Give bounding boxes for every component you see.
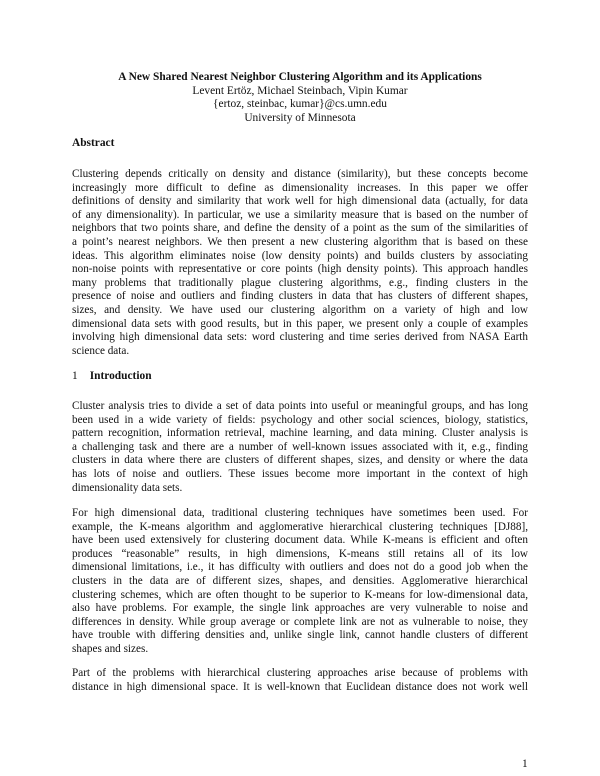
paper-header <box>72 71 528 125</box>
text-line: ideas. This algorithm eliminates noise (low density points) and builds clusters by associating <box>72 249 528 262</box>
text-line: dimensionality data sets. <box>72 481 183 494</box>
text-line: clusters in data where there are clusters of different shapes, sizes, and density or where the data <box>72 454 528 467</box>
text-line: many problems that traditionally plague clustering algorithms, e.g., finding clusters in the <box>72 276 528 289</box>
text-line: neighbors that two points share, and define the density of a point as the sum of the similarities of <box>72 222 528 235</box>
intro-paragraph-1 <box>72 400 528 495</box>
text-line: presence of noise and outliers and finding clusters in data that has clusters of different shapes, <box>72 290 528 303</box>
text-line: been used in a wide variety of fields: psychology and other social sciences, biology, statistics, <box>72 413 528 426</box>
text-line: a challenging task and there are a number of well-known issues associated with it, e.g., finding <box>72 440 528 453</box>
section-number: 1 <box>72 370 78 382</box>
text-line: sizes, and density. We have used our clustering algorithm on a variety of high and low <box>72 303 528 316</box>
text-line: Part of the problems with hierarchical clustering approaches arise because of problems with <box>72 667 528 679</box>
affiliation: University of Minnesota <box>244 111 356 124</box>
abstract-heading: Abstract <box>72 137 115 149</box>
text-line: differences in density. While group average or complete link are not as vulnerable to noise, they <box>72 615 528 628</box>
text-line: Clustering depends critically on density and distance (similarity), but these concepts become <box>72 168 528 180</box>
text-line: involving high dimensional data sets: word clustering and time series derived from NASA Earth <box>72 331 528 344</box>
intro-paragraph-2 <box>72 507 528 657</box>
text-line: definitions of density and similarity that work well for high dimensional data (actually, for data <box>72 195 528 208</box>
text-line: shapes and sizes. <box>72 642 149 655</box>
text-line: dimensional limitations, i.e., it has difficulty with outliers and does not do a good job when the <box>72 561 528 574</box>
author-list: Levent Ertöz, Michael Steinbach, Vipin Kumar <box>192 84 408 97</box>
text-line: also have problems. For example, the single link approaches are very vulnerable to noise and <box>72 602 528 615</box>
page-number: 1 <box>522 758 528 770</box>
section-title: Introduction <box>89 370 152 382</box>
text-line: distance in high dimensional space. It is well-known that Euclidean distance does not work well <box>72 680 528 693</box>
section-heading-introduction <box>72 370 152 382</box>
text-line: of any dimensionality). In particular, we use a similarity measure that is based on the number of <box>72 208 528 221</box>
intro-paragraph-3 <box>72 667 528 694</box>
text-line: dimensional data sets with good results, but in this paper, we present only a couple of examples <box>72 317 528 330</box>
text-line: pattern recognition, information retrieval, machine learning, and data mining. Cluster analysis is <box>72 427 528 440</box>
text-line: has lots of noise and outliers. These issues become more important in the context of high <box>72 467 528 480</box>
text-line: For high dimensional data, traditional clustering techniques have sometimes been used. For <box>72 507 528 519</box>
paper-title: A New Shared Nearest Neighbor Clustering Algorithm and its Applications <box>118 71 482 83</box>
text-line: example, the K-means algorithm and agglomerative hierarchical clustering techniques [DJ88], <box>72 520 528 533</box>
text-line: have been used extensively for clustering document data. While K-means is efficient and often <box>72 534 528 547</box>
abstract-paragraph <box>72 168 528 358</box>
text-line: non-noise points with representative or core points (high density points). This approach handles <box>72 263 528 276</box>
text-line: produces “reasonable” results, in high dimensions, K-means still retains all of its low <box>72 547 528 560</box>
text-line: clustering schemes, which are often thought to be superior to K-means for low-dimensional data, <box>72 588 528 601</box>
text-line: Cluster analysis tries to divide a set of data points into useful or meaningful groups, and has long <box>72 400 528 412</box>
text-line: clusters in the data are of different sizes, shapes, and densities. Agglomerative hierarchical <box>72 574 528 587</box>
text-line: a point’s nearest neighbors. We then present a new clustering algorithm that is based on these <box>72 235 528 248</box>
text-line: science data. <box>72 344 130 357</box>
text-line: increasingly more difficult to define as dimensionality increases. In this paper we offer <box>72 181 528 194</box>
author-emails: {ertoz, steinbac, kumar}@cs.umn.edu <box>213 98 387 111</box>
text-line: have trouble with differing densities and, unlike single link, cannot handle clusters of different <box>72 629 528 642</box>
